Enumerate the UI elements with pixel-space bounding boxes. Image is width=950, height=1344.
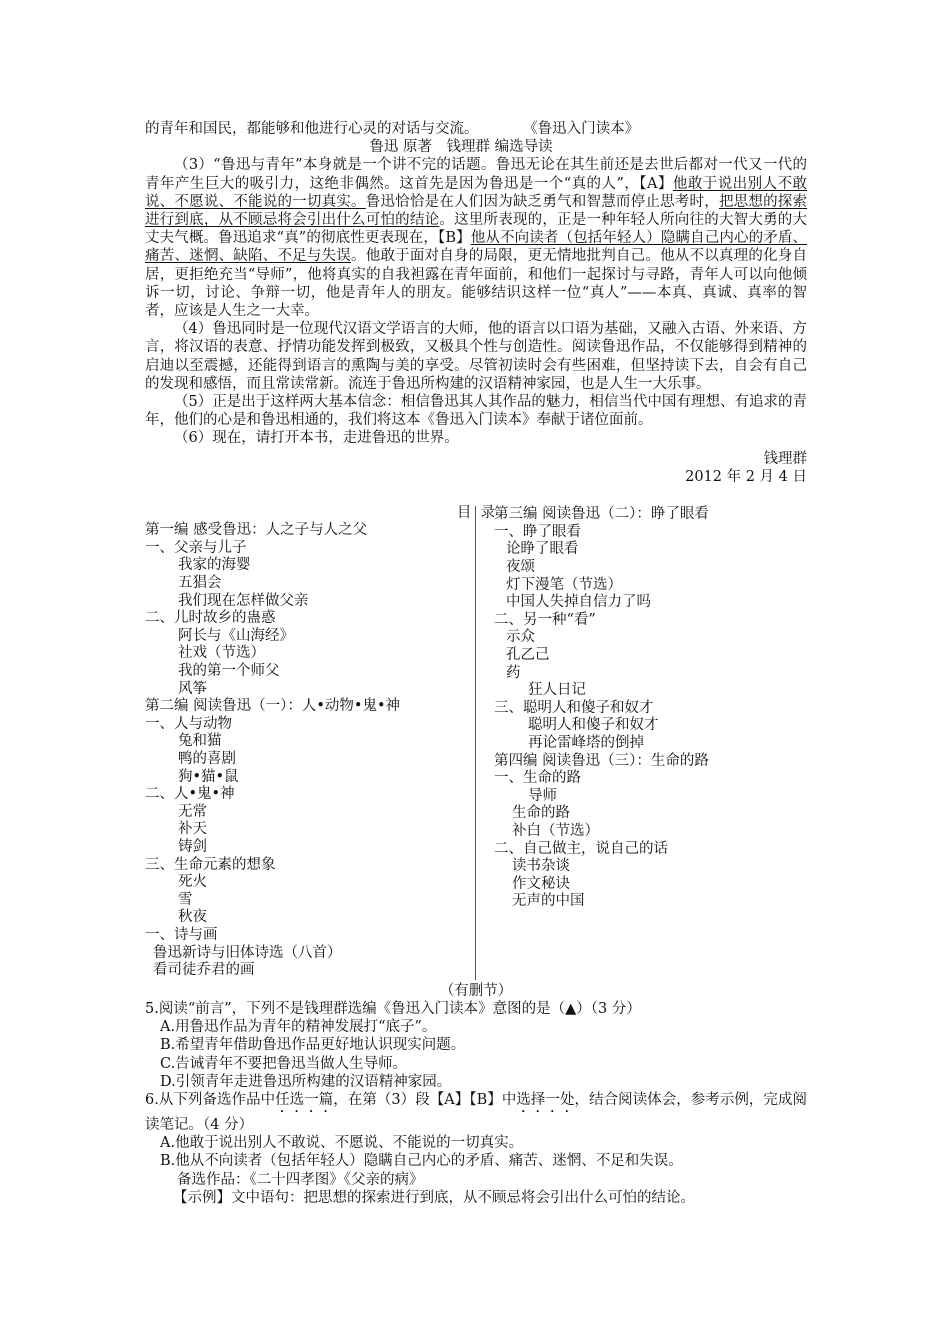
intro-text: 的青年和国民，都能够和他进行心灵的对话与交流。 — [145, 121, 479, 137]
toc-left-entry: 补天 — [178, 821, 207, 838]
toc-right-entry: 中国人失掉自信力了吗 — [506, 594, 651, 611]
paragraph-3 — [145, 156, 807, 320]
toc-left-entry: 一、人与动物 — [145, 715, 232, 732]
p3-text-2: 鲁迅恰恰是在人们因为缺乏勇气和智慧而停止思考时， — [365, 193, 719, 210]
toc-left-entry: 二、儿时故乡的蛊惑 — [145, 610, 276, 627]
toc-left-entry: 三、生命元素的想象 — [145, 856, 276, 873]
signature-name: 钱理群 — [763, 450, 807, 467]
toc-left-entry: 阿长与《山海经》 — [178, 627, 294, 644]
q6-works: 备选作品：《二十四孝图》《父亲的病》 — [177, 1171, 424, 1188]
q6-emphasis-1: 任选一篇 — [275, 1091, 334, 1108]
q6-stem — [145, 1091, 807, 1134]
toc-right-entry: 二、自己做主，说自己的话 — [494, 840, 668, 857]
toc-left-entry: 看司徒乔君的画 — [153, 962, 255, 979]
toc-left-entry: 无常 — [178, 803, 207, 820]
toc-left-entry: 我家的海婴 — [178, 557, 251, 574]
signature-date: 2012 年 2 月 4 日 — [685, 468, 807, 485]
toc-right-entry: 论睁了眼看 — [506, 541, 579, 558]
toc-left-entry: 秋夜 — [178, 909, 207, 926]
toc-left-entry: 铸剑 — [178, 838, 207, 855]
toc-right-entry: 补白（节选） — [512, 822, 599, 839]
toc-left-entry: 兔和猫 — [178, 733, 222, 750]
toc-right-entry: 药 — [506, 664, 521, 681]
toc-right-entry: 三、聪明人和傻子和奴才 — [494, 699, 654, 716]
paragraph-5: （5）正是出于这样两大基本信念：相信鲁迅其人其作品的魅力，相信当代中国有理想、有追求的青年，他们的心是和鲁迅相通的，我们将这本《鲁迅入门读本》奉献于诸位面前。 — [145, 394, 807, 429]
q6-option-a: A.他敢于说出别人不敢说、不愿说、不能说的一切真实。 — [160, 1135, 524, 1152]
toc-right-entry: 聪明人和傻子和奴才 — [528, 717, 659, 734]
question-6 — [145, 1091, 807, 1207]
example-sentence: 把思想的探索进行到底，从不顾忌将会引出什么可怕的结论 — [145, 193, 808, 229]
q6-stem-b: ，在第（3）段【A】【B】中 — [333, 1091, 517, 1108]
toc-right-entry: 狂人日记 — [528, 682, 586, 699]
question-5 — [145, 1000, 807, 1091]
toc-right-entry: 孔乙己 — [506, 647, 550, 664]
toc-right-entry: 生命的路 — [512, 805, 570, 822]
toc-right-entry: 示众 — [506, 629, 535, 646]
toc-right-entry: 无声的中国 — [512, 893, 585, 910]
toc-left-entry: 第一编 感受鲁迅：人之子与人之父 — [145, 522, 368, 539]
toc-right-entry: 作文秘诀 — [512, 875, 570, 892]
toc-left-entry: 我的第一个师父 — [178, 663, 280, 680]
toc-left-entry: 死火 — [178, 874, 207, 891]
toc-left-entry: 一、父亲与儿子 — [145, 539, 247, 556]
toc-right-entry: 灯下漫笔（节选） — [506, 576, 622, 593]
toc-left-entry: 一、诗与画 — [145, 926, 218, 943]
toc-left-entry: 鸭的喜剧 — [178, 750, 236, 767]
toc-right-column — [475, 506, 806, 979]
toc-right-entry: 一、生命的路 — [494, 770, 581, 787]
q5-option-a: A.用鲁迅作品为青年的精神发展打“底子”。 — [160, 1019, 437, 1036]
toc-left-entry: 社戏（节选） — [178, 645, 265, 662]
preface-body — [145, 156, 807, 447]
p3-text-1: （3）“鲁迅与青年”本身就是一个讲不完的话题。鲁迅无论在其生前还是去世后都对一代又一代的青年产生巨大的吸引力，这绝非偶然。这首先是因为鲁迅是一个“真的人”， — [145, 157, 807, 192]
toc-left-entry: 鲁迅新诗与旧体诗选（八首） — [153, 944, 342, 961]
sentence-a: 他敢于说出别人不敢说、不愿说、不能说的一切真实。 — [145, 175, 807, 210]
p3-text-3: 。这里所表现的，正是一种年轻人所向往的大智大勇的大丈夫气概。鲁迅追求“真”的彻底性更表现在， — [145, 212, 808, 247]
toc-right-entry: 夜颂 — [506, 559, 535, 576]
intro-line — [145, 120, 807, 138]
toc-left-entry: 五猖会 — [178, 575, 222, 592]
toc-right-entry: 二、另一种“看” — [494, 611, 596, 628]
p3-text-4: 。他敢于面对自身的局限，更无情地批判自己。他从不以真理的化身自居，更拒绝充当“导师”，他将真实的自我袒露在青年面前，和他们一起探讨与寻路，青年人可以向他倾诉一切，讨论、争辩一切，他是青年人的朋友。能够结识这样一位“真人”——本真、真诚、真率的智者，应该是人生之一大幸。 — [145, 248, 808, 320]
toc-left-entry: 我们现在怎样做父亲 — [178, 592, 309, 609]
q6-option-b: B.他从不向读者（包括年轻人）隐瞒自己内心的矛盾、痛苦、迷惘、不足和失误。 — [160, 1153, 683, 1170]
intro-book-title: 《鲁迅入门读本》 — [523, 121, 640, 137]
toc-left-entry: 雪 — [178, 891, 193, 908]
paragraph-6: （6）现在，请打开本书，走进鲁迅的世界。 — [174, 430, 459, 447]
q6-stem-a: 6.从下列备选作品中 — [145, 1091, 276, 1108]
byline: 鲁迅 原著 钱理群 编选导读 — [369, 139, 553, 156]
toc-right-entry: 导师 — [528, 787, 557, 804]
toc-right-entry: 第四编 阅读鲁迅（三）：生命的路 — [494, 752, 709, 769]
toc-left-entry: 狗•猫•鼠 — [178, 768, 239, 785]
mark-b: 【B】 — [437, 230, 471, 247]
toc-left-entry: 二、人•鬼•神 — [145, 786, 235, 803]
toc-right-entry: 一、睁了眼看 — [494, 523, 581, 540]
mark-a: 【A】 — [639, 175, 673, 192]
q6-stem-c: ，结合阅读体会，参考示例，完成阅读笔记。（4 分） — [145, 1091, 808, 1133]
toc-right-entry: 再论雷峰塔的倒掉 — [528, 734, 644, 751]
document-page — [145, 120, 807, 1207]
toc-left-column — [145, 522, 475, 979]
q5-option-c: C.告诫青年不要把鲁迅当做人生导师。 — [160, 1055, 408, 1072]
q5-option-d: D.引领青年走进鲁迅所构建的汉语精神家园。 — [160, 1073, 452, 1090]
toc-note: （有删节） — [439, 982, 513, 999]
q6-emphasis-2: 选择一处 — [516, 1091, 575, 1108]
toc-right-entry: 第三编 阅读鲁迅（二）：睁了眼看 — [494, 506, 709, 523]
paragraph-4: （4）鲁迅同时是一位现代汉语文学语言的大师，他的语言以口语为基础，又融入古语、外来语、方言，将汉语的表意、抒情功能发挥到极致，又极具个性与创造性。阅读鲁迅作品，不仅能够得到精神的启迪以至震撼，还能得到语言的熏陶与美的享受。尽管初读时会有些困难，但坚持读下去，自会有自己的发现和感悟，而且常读常新。流连于鲁迅所构建的汉语精神家园，也是人生一大乐事。 — [145, 321, 807, 392]
toc-right-entry: 读书杂谈 — [512, 858, 570, 875]
toc-left-entry: 第二编 阅读鲁迅（一）：人•动物•鬼•神 — [145, 698, 401, 715]
toc-title: 目 录 — [456, 505, 496, 522]
q6-example: 【示例】文中语句：把思想的探索进行到底，从不顾忌将会引出什么可怕的结论。 — [173, 1189, 695, 1206]
toc-left-entry: 风筝 — [178, 680, 207, 697]
q5-stem: 5.阅读“前言”，下列不是钱理群选编《鲁迅入门读本》意图的是（▲）（3 分） — [145, 1000, 641, 1017]
sentence-b: 他从不向读者（包括年轻人）隐瞒自己内心的矛盾、痛苦、迷惘、缺陷、不足与失误 — [145, 230, 808, 265]
q5-option-b: B.希望青年借助鲁迅作品更好地认识现实问题。 — [160, 1037, 466, 1054]
